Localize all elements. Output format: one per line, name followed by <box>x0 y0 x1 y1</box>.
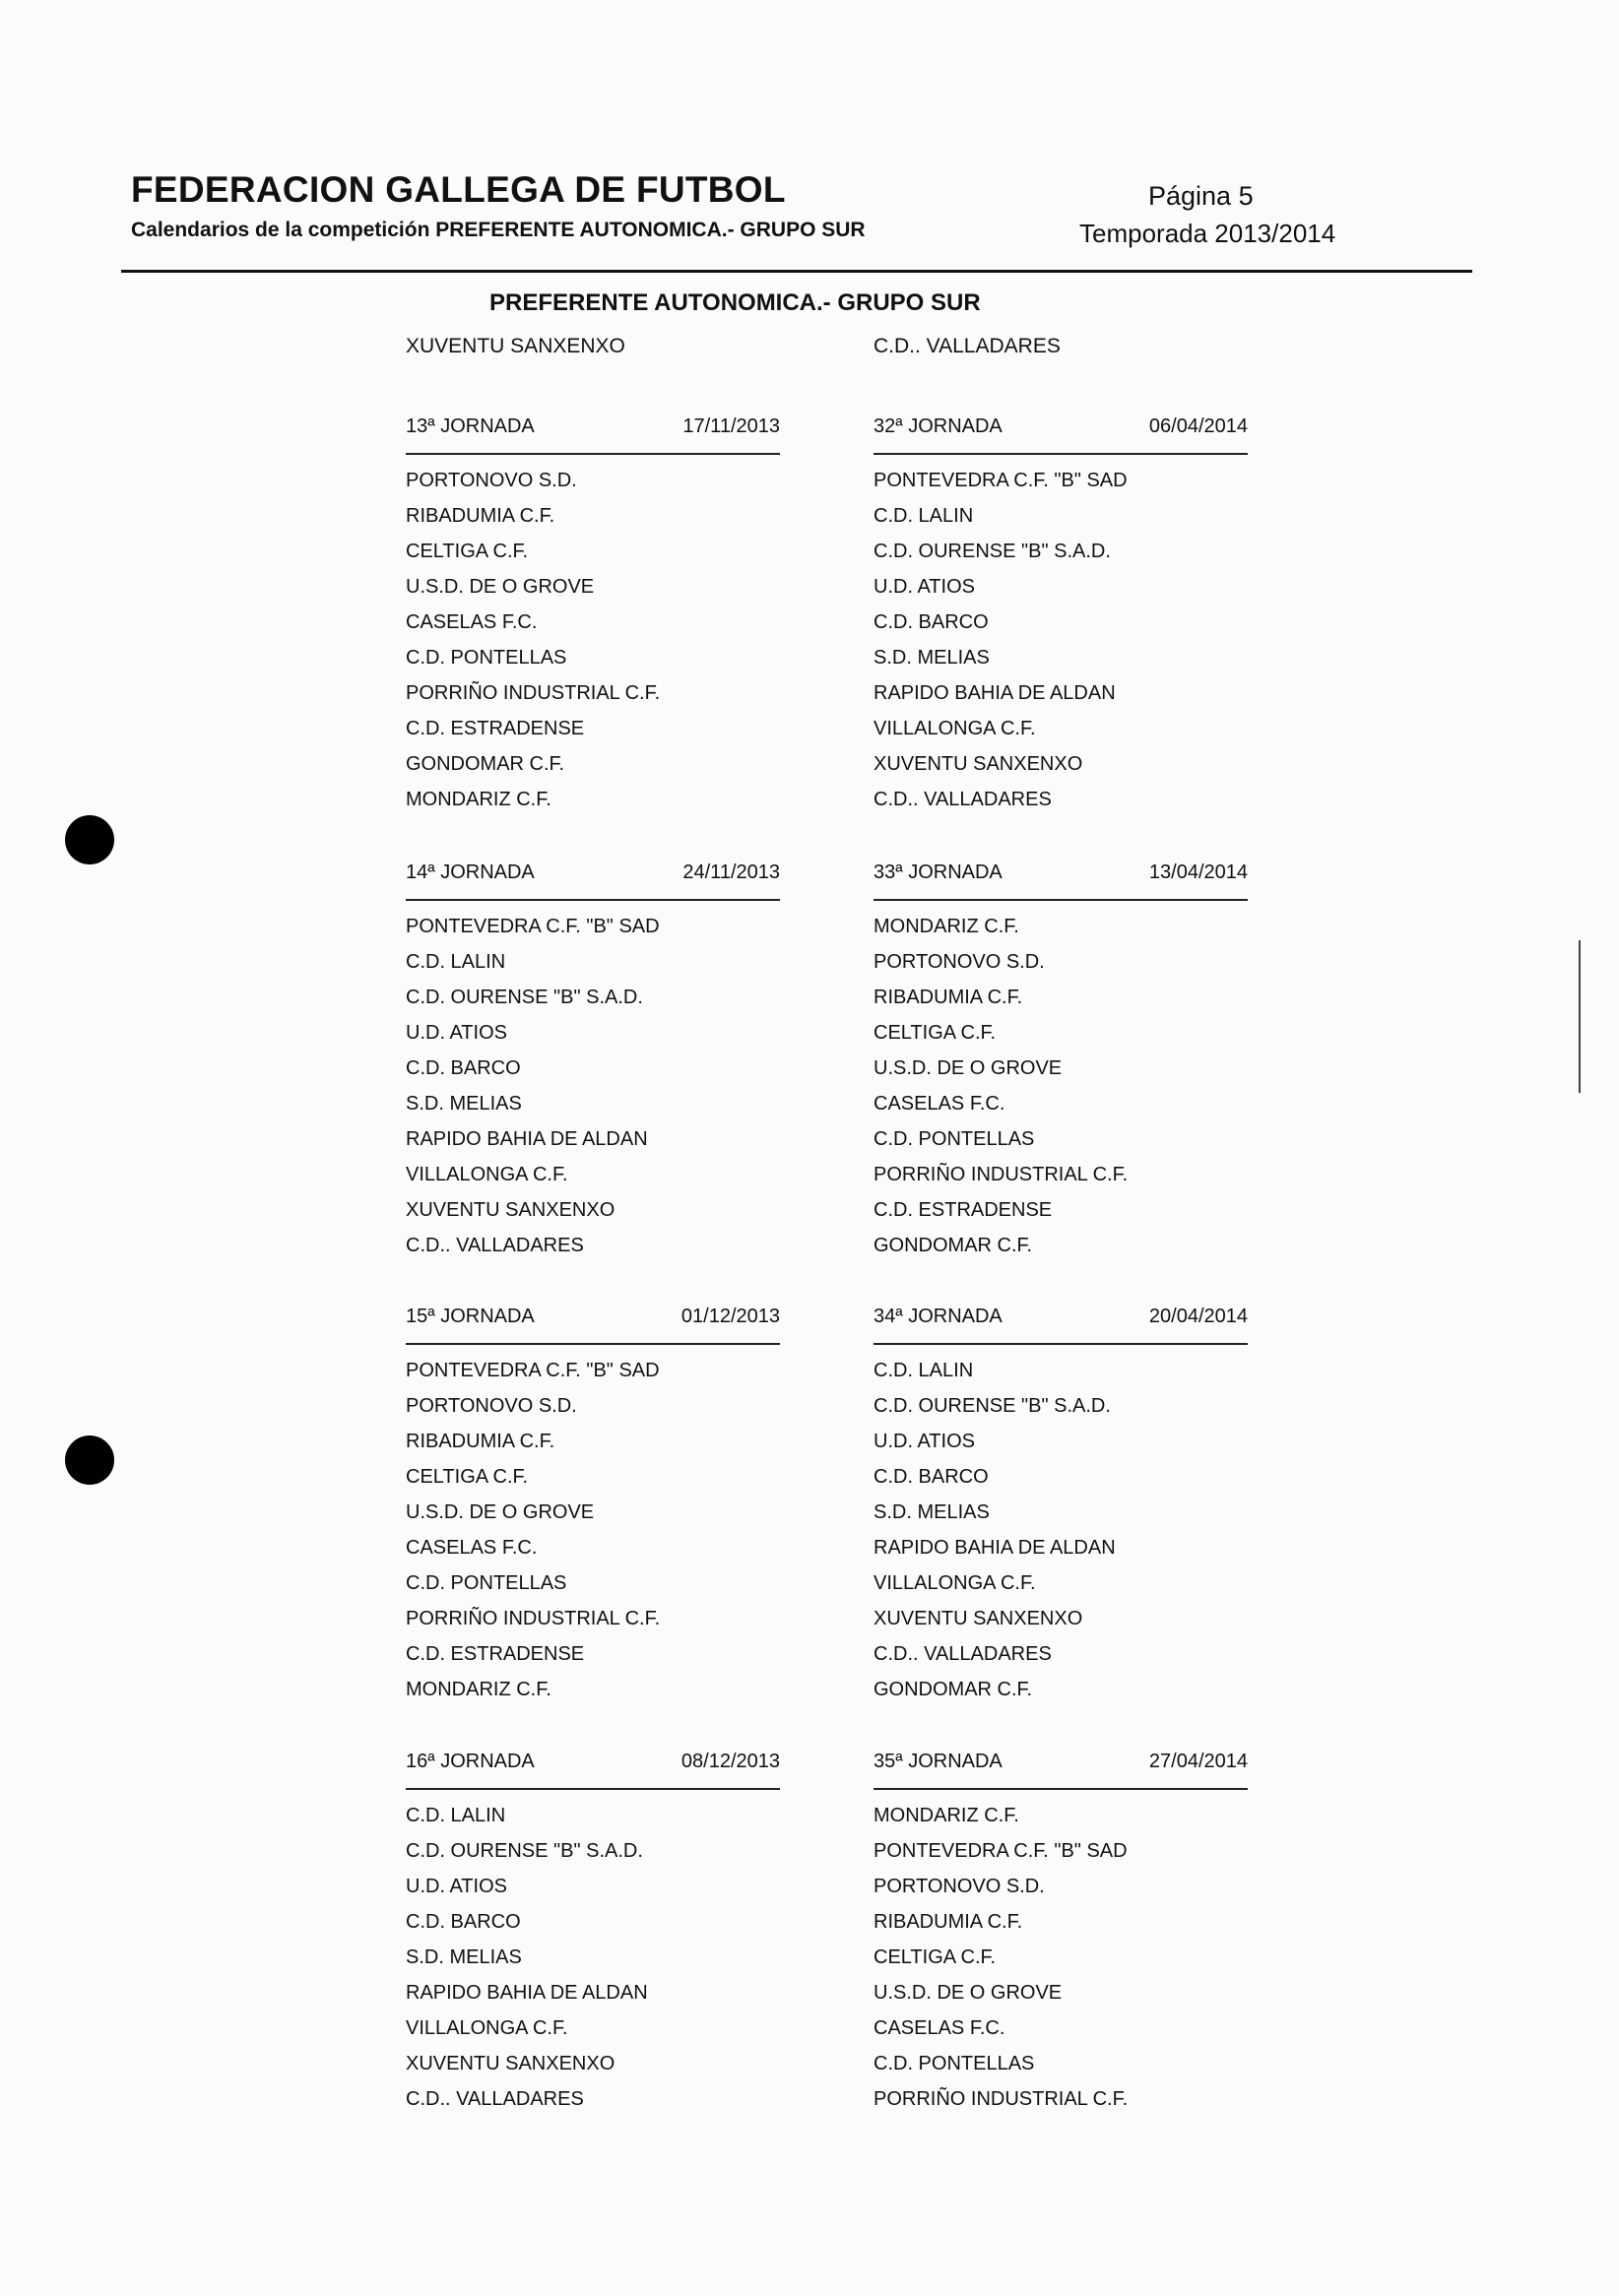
team-entry: MONDARIZ C.F. <box>874 1805 1019 1826</box>
jornada-date: 06/04/2014 <box>1148 415 1248 437</box>
team-entry: C.D. ESTRADENSE <box>406 1643 585 1665</box>
jornada-date: 01/12/2013 <box>680 1306 780 1327</box>
team-entry: PONTEVEDRA C.F. "B" SAD <box>406 916 660 937</box>
team-column-left: XUVENTU SANXENXO <box>406 335 625 357</box>
jornada-divider <box>874 899 1248 901</box>
jornada-label: 14ª JORNADA <box>406 861 535 883</box>
team-entry: CELTIGA C.F. <box>406 541 529 562</box>
jornada-header <box>406 415 780 445</box>
team-entry: S.D. MELIAS <box>874 647 990 669</box>
jornada-header <box>874 1306 1248 1335</box>
jornada-divider <box>406 899 780 901</box>
season-label: Temporada 2013/2014 <box>1079 219 1336 248</box>
jornada-divider <box>406 1788 780 1790</box>
jornada-block <box>406 1751 780 2117</box>
jornada-divider <box>406 1343 780 1345</box>
team-entry: C.D. OURENSE "B" S.A.D. <box>406 987 643 1008</box>
team-entry: PORRIÑO INDUSTRIAL C.F. <box>874 1164 1129 1185</box>
header-divider <box>121 270 1472 273</box>
team-entry: PORTONOVO S.D. <box>874 1876 1045 1897</box>
team-entry: CASELAS F.C. <box>874 1093 1005 1115</box>
team-entry: C.D. LALIN <box>874 1360 974 1381</box>
team-entry: C.D. LALIN <box>406 1805 506 1826</box>
team-entry: XUVENTU SANXENXO <box>874 1608 1083 1629</box>
team-entry: C.D.. VALLADARES <box>874 789 1052 810</box>
punch-hole <box>65 815 114 864</box>
team-entry: PORTONOVO S.D. <box>406 1395 577 1417</box>
jornada-block <box>406 861 780 1263</box>
jornada-date: 08/12/2013 <box>680 1751 780 1772</box>
team-entry: C.D. BARCO <box>406 1911 521 1933</box>
team-entry: C.D.. VALLADARES <box>406 1235 584 1256</box>
team-entry: C.D. OURENSE "B" S.A.D. <box>874 541 1111 562</box>
team-entry: C.D. ESTRADENSE <box>874 1199 1053 1221</box>
team-entry: PORRIÑO INDUSTRIAL C.F. <box>874 2088 1129 2110</box>
team-entry: GONDOMAR C.F. <box>874 1235 1033 1256</box>
group-title: PREFERENTE AUTONOMICA.- GRUPO SUR <box>489 289 981 316</box>
team-entry: PONTEVEDRA C.F. "B" SAD <box>406 1360 660 1381</box>
page-number: Página 5 <box>1148 181 1254 211</box>
jornada-header <box>406 861 780 891</box>
team-entry: C.D. LALIN <box>874 505 974 527</box>
team-entry: PORRIÑO INDUSTRIAL C.F. <box>406 1608 661 1629</box>
team-entry: C.D. PONTELLAS <box>406 647 567 669</box>
team-entry: RAPIDO BAHIA DE ALDAN <box>874 682 1116 704</box>
team-entry: RAPIDO BAHIA DE ALDAN <box>406 1128 648 1150</box>
team-entry: PORRIÑO INDUSTRIAL C.F. <box>406 682 661 704</box>
team-entry: RIBADUMIA C.F. <box>406 505 555 527</box>
jornada-divider <box>874 1343 1248 1345</box>
team-entry: MONDARIZ C.F. <box>406 789 551 810</box>
team-entry: C.D. OURENSE "B" S.A.D. <box>874 1395 1111 1417</box>
team-entry: C.D. ESTRADENSE <box>406 718 585 739</box>
team-entry: U.D. ATIOS <box>406 1876 507 1897</box>
team-entry: CELTIGA C.F. <box>874 1022 997 1044</box>
jornada-label: 16ª JORNADA <box>406 1751 535 1772</box>
team-entry: C.D. LALIN <box>406 951 506 973</box>
team-entry: VILLALONGA C.F. <box>406 2017 568 2039</box>
jornada-block <box>874 1306 1248 1707</box>
team-entry: MONDARIZ C.F. <box>874 916 1019 937</box>
team-entry: U.S.D. DE O GROVE <box>406 1501 595 1523</box>
jornada-header <box>874 861 1248 891</box>
team-entry: U.D. ATIOS <box>874 1431 975 1452</box>
team-entry: RIBADUMIA C.F. <box>406 1431 555 1452</box>
team-entry: U.S.D. DE O GROVE <box>874 1982 1063 2004</box>
jornada-header <box>874 1751 1248 1780</box>
jornada-divider <box>874 453 1248 455</box>
team-entry: C.D. PONTELLAS <box>406 1572 567 1594</box>
calendar-subtitle: Calendarios de la competición PREFERENTE AUTONOMICA.- GRUPO SUR <box>131 219 866 241</box>
jornada-label: 13ª JORNADA <box>406 415 535 437</box>
jornada-date: 13/04/2014 <box>1148 861 1248 883</box>
team-entry: RIBADUMIA C.F. <box>874 1911 1023 1933</box>
team-entry: GONDOMAR C.F. <box>406 753 565 775</box>
scan-mark <box>1579 940 1581 1093</box>
jornada-header <box>406 1306 780 1335</box>
team-entry: C.D.. VALLADARES <box>874 1643 1052 1665</box>
team-entry: S.D. MELIAS <box>406 1093 522 1115</box>
federation-title: FEDERACION GALLEGA DE FUTBOL <box>131 169 786 210</box>
jornada-block <box>406 415 780 817</box>
team-entry: PORTONOVO S.D. <box>874 951 1045 973</box>
team-entry: C.D. BARCO <box>874 1466 989 1488</box>
team-column-right: C.D.. VALLADARES <box>874 335 1061 357</box>
team-entry: XUVENTU SANXENXO <box>874 753 1083 775</box>
team-entry: PONTEVEDRA C.F. "B" SAD <box>874 470 1128 491</box>
team-entry: CASELAS F.C. <box>406 611 538 633</box>
team-entry: VILLALONGA C.F. <box>874 718 1036 739</box>
team-entry: C.D. BARCO <box>406 1057 521 1079</box>
team-entry: U.S.D. DE O GROVE <box>406 576 595 598</box>
jornada-header <box>874 415 1248 445</box>
jornada-date: 24/11/2013 <box>682 861 780 883</box>
jornada-label: 35ª JORNADA <box>874 1751 1003 1772</box>
jornada-block <box>874 415 1248 817</box>
jornada-date: 17/11/2013 <box>682 415 780 437</box>
jornada-block <box>874 1751 1248 2117</box>
jornada-label: 33ª JORNADA <box>874 861 1003 883</box>
jornada-date: 27/04/2014 <box>1148 1751 1248 1772</box>
jornada-block <box>874 861 1248 1263</box>
team-entry: C.D. BARCO <box>874 611 989 633</box>
team-entry: CELTIGA C.F. <box>406 1466 529 1488</box>
team-entry: U.S.D. DE O GROVE <box>874 1057 1063 1079</box>
team-entry: S.D. MELIAS <box>874 1501 990 1523</box>
jornada-divider <box>874 1788 1248 1790</box>
jornada-header <box>406 1751 780 1780</box>
jornada-label: 34ª JORNADA <box>874 1306 1003 1327</box>
team-entry: RIBADUMIA C.F. <box>874 987 1023 1008</box>
team-entry: PORTONOVO S.D. <box>406 470 577 491</box>
team-entry: MONDARIZ C.F. <box>406 1679 551 1700</box>
team-entry: U.D. ATIOS <box>874 576 975 598</box>
team-entry: C.D.. VALLADARES <box>406 2088 584 2110</box>
team-entry: XUVENTU SANXENXO <box>406 2053 615 2074</box>
team-entry: S.D. MELIAS <box>406 1946 522 1968</box>
team-entry: RAPIDO BAHIA DE ALDAN <box>406 1982 648 2004</box>
jornada-divider <box>406 453 780 455</box>
team-entry: CASELAS F.C. <box>874 2017 1005 2039</box>
team-entry: C.D. PONTELLAS <box>874 2053 1035 2074</box>
jornada-block <box>406 1306 780 1707</box>
team-entry: VILLALONGA C.F. <box>874 1572 1036 1594</box>
team-entry: C.D. PONTELLAS <box>874 1128 1035 1150</box>
punch-hole <box>65 1435 114 1485</box>
team-entry: PONTEVEDRA C.F. "B" SAD <box>874 1840 1128 1862</box>
team-entry: XUVENTU SANXENXO <box>406 1199 615 1221</box>
jornada-label: 15ª JORNADA <box>406 1306 535 1327</box>
jornada-label: 32ª JORNADA <box>874 415 1003 437</box>
team-entry: RAPIDO BAHIA DE ALDAN <box>874 1537 1116 1559</box>
jornada-date: 20/04/2014 <box>1148 1306 1248 1327</box>
team-entry: CELTIGA C.F. <box>874 1946 997 1968</box>
team-entry: GONDOMAR C.F. <box>874 1679 1033 1700</box>
team-entry: U.D. ATIOS <box>406 1022 507 1044</box>
team-entry: CASELAS F.C. <box>406 1537 538 1559</box>
team-entry: C.D. OURENSE "B" S.A.D. <box>406 1840 643 1862</box>
team-entry: VILLALONGA C.F. <box>406 1164 568 1185</box>
